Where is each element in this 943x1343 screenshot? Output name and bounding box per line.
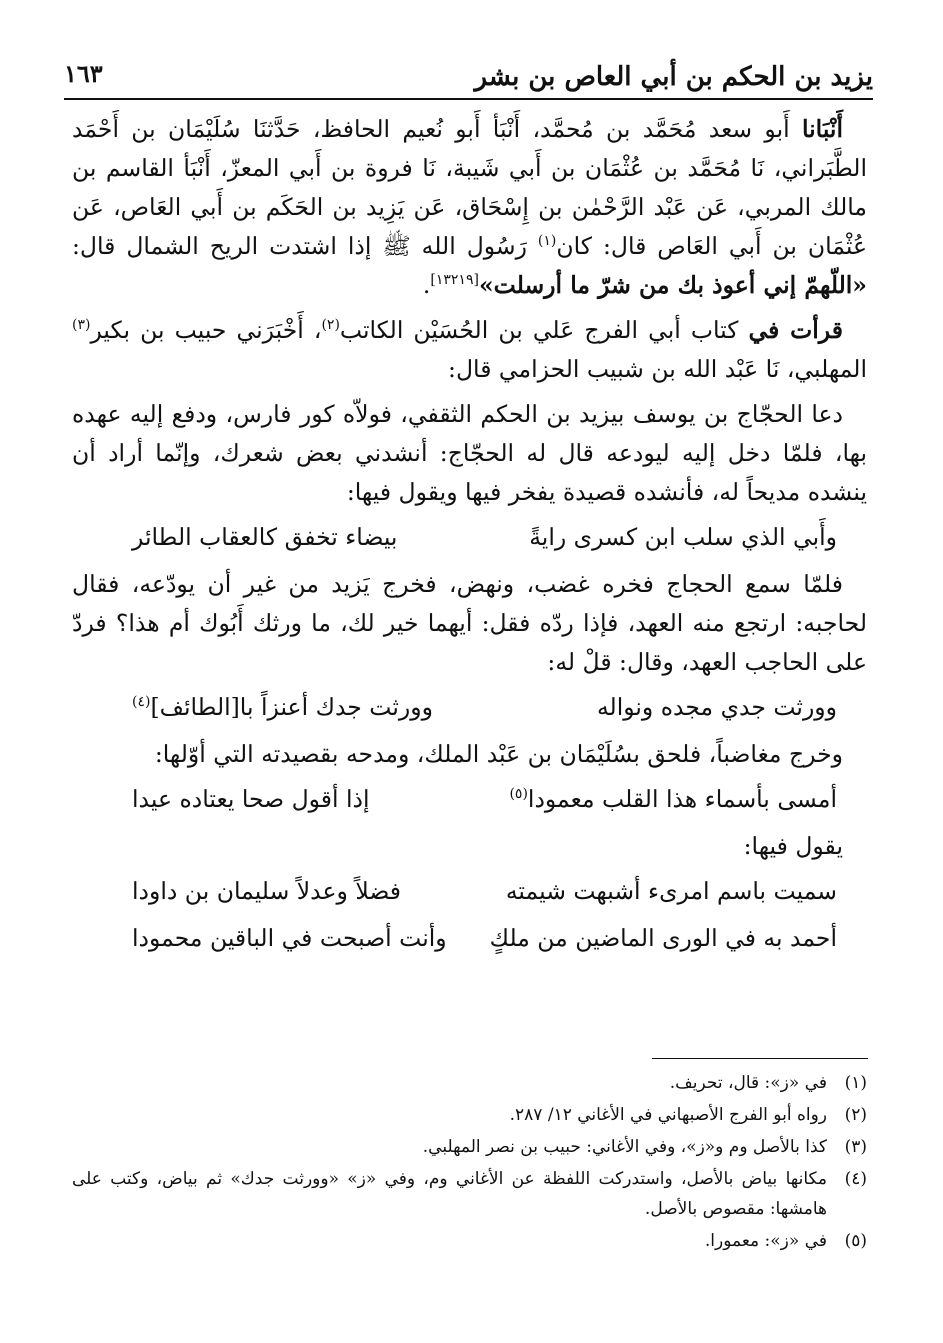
footnote bbox=[72, 1132, 867, 1162]
footnote bbox=[72, 1068, 867, 1098]
paragraph-narrative: وخرج مغاضباً، فلحق بسُلَيْمَان بن عَبْد الملك، ومدحه بقصيدته التي أوّلها: bbox=[154, 740, 843, 768]
footnote-number: (٤) bbox=[844, 1169, 867, 1189]
footnote-text: رواه أبو الفرج الأصبهاني في الأغاني ١٢/ ٢٨٧. bbox=[509, 1105, 827, 1125]
verse-second-hemistich: بيضاء تخفق كالعقاب الطائر bbox=[132, 523, 398, 551]
running-header bbox=[64, 48, 873, 100]
paragraph-text: رَسُول الله ﷺ إذا اشتدت الريح الشمال قال: bbox=[72, 232, 538, 260]
footnotes bbox=[72, 1068, 867, 1258]
footnote-text: كذا بالأصل وم و«ز»، وفي الأغاني: حبيب بن نصر المهلبي. bbox=[422, 1137, 827, 1157]
verse-first-hemistich bbox=[509, 780, 837, 819]
footnote-marker: (٥) bbox=[509, 786, 528, 803]
footnote-text: مكانها بياض بالأصل، واستدركت اللفظة عن الأغاني وم، وفي «ز» «وورثت جدك» ثم بياض، وكتب على هامشها: مقصوص بالأصل. bbox=[72, 1169, 827, 1219]
paragraph-text: ، أَخْبَرَني حبيب بن بكير bbox=[90, 316, 322, 344]
verse-line bbox=[72, 518, 867, 557]
main-text bbox=[72, 110, 867, 966]
hadith-quote: «اللّهمّ إني أعوذ بك من شرّ ما أرسلت» bbox=[478, 271, 867, 299]
verse-line bbox=[72, 872, 867, 911]
running-title: يزيد بن الحكم بن أبي العاص بن بشر bbox=[474, 62, 873, 92]
verse-first-hemistich: وأَبي الذي سلب ابن كسرى رايةً bbox=[529, 523, 837, 551]
footnote-marker: (٤) bbox=[132, 694, 151, 711]
footnote bbox=[72, 1226, 867, 1256]
verse-first-hemistich: وورثت جدي مجده ونواله bbox=[596, 693, 837, 721]
paragraph-text: المهلبي، نَا عَبْد الله بن شبيب الحزامي قال: bbox=[448, 355, 867, 383]
paragraph-lead: قرأت في bbox=[748, 316, 843, 344]
paragraph-narrative: فلمّا سمع الحجاج فخره غضب، ونهض، فخرج يَزيد من غير أن يودّعه، فقال لحاجبه: ارتجع منه العهد، فإذا ردّه فقل: أيهما خير لك، ما ورثك أَبُوك أم هذا؟ فردّ على الحاجب العهد، وقال: قلْ له: bbox=[72, 570, 867, 676]
footnote-number: (١) bbox=[844, 1073, 867, 1093]
paragraph-text: أَبو سعد مُحَمَّد بن مُحمَّد، أَنْبَأ أَبو نُعيم الحافظ، حَدَّثنَا سُلَيْمَان بن أَحْمَد الطَّبَراني، نَا مُحَمَّد بن عُثْمَان بن أَبي شَيبة، نَا فروة بن أَبي المعزّ، أَنْبَأ القاسم بن مالك المربي، عَن عَبْد الرَّحْمٰن بن إِسْحَاق، عَن يَزِيد بن الحَكَم بن أَبي العَاص، عَن عُثْمَان بن أَبي العَاص قال: كان bbox=[72, 115, 867, 260]
verse-first-hemistich: أحمد به في الورى الماضين من ملكٍ bbox=[489, 924, 837, 952]
footnote bbox=[72, 1100, 867, 1130]
paragraph-narrative: دعا الحجّاج بن يوسف بيزيد بن الحكم الثقفي، فولاّه كور فارس، ودفع إليه عهده بها، فلمّا دخل إليه ليودعه قال له الحجّاج: أنشدني بعض شعرك، وإنّما أراد أن ينشده مديحاً له، فأنشده قصيدة يفخر فيها ويقول فيها: bbox=[72, 400, 867, 506]
footnote-separator bbox=[652, 1058, 868, 1059]
footnote-number: (٣) bbox=[844, 1137, 867, 1157]
verse-line bbox=[72, 780, 867, 819]
footnote-number: (٥) bbox=[844, 1231, 867, 1251]
page-number: ١٦٣ bbox=[64, 59, 103, 88]
paragraph-lead: أَنْبَانا bbox=[801, 115, 843, 143]
paragraph-text: كتاب أبي الفرج عَلي بن الحُسَيْن الكاتب bbox=[339, 316, 749, 344]
verse-line bbox=[72, 919, 867, 958]
footnote-marker: (٣) bbox=[72, 317, 91, 334]
verse-second-hemistich: فضلاً وعدلاً سليمان بن داودا bbox=[132, 877, 401, 905]
paragraph-isnad bbox=[72, 110, 867, 305]
paragraph-narrative: يقول فيها: bbox=[743, 832, 843, 860]
paragraph-text: . bbox=[422, 271, 431, 299]
verse-text: أمسى بأسماء هذا القلب معمودا bbox=[527, 785, 837, 813]
footnote-text: في «ز»: قال، تحريف. bbox=[669, 1073, 827, 1093]
footnote-number: (٢) bbox=[844, 1105, 867, 1125]
verse-second-hemistich bbox=[132, 688, 433, 727]
reference-number: [١٣٢١٩] bbox=[430, 272, 479, 289]
footnote bbox=[72, 1164, 867, 1224]
verse-second-hemistich: إذا أقول صحا يعتاده عيدا bbox=[132, 785, 370, 813]
verse-text: وورثت جدك أعنزاً با[الطائف] bbox=[150, 693, 433, 721]
verse-line bbox=[72, 688, 867, 727]
footnote-marker: (٢) bbox=[321, 317, 340, 334]
footnote-text: في «ز»: معمورا. bbox=[704, 1231, 827, 1251]
verse-first-hemistich: سميت باسم امرىء أشبهت شيمته bbox=[505, 877, 837, 905]
paragraph-source bbox=[72, 311, 867, 389]
footnote-marker: (١) bbox=[537, 233, 557, 250]
verse-second-hemistich: وأنت أصبحت في الباقين محمودا bbox=[132, 924, 447, 952]
